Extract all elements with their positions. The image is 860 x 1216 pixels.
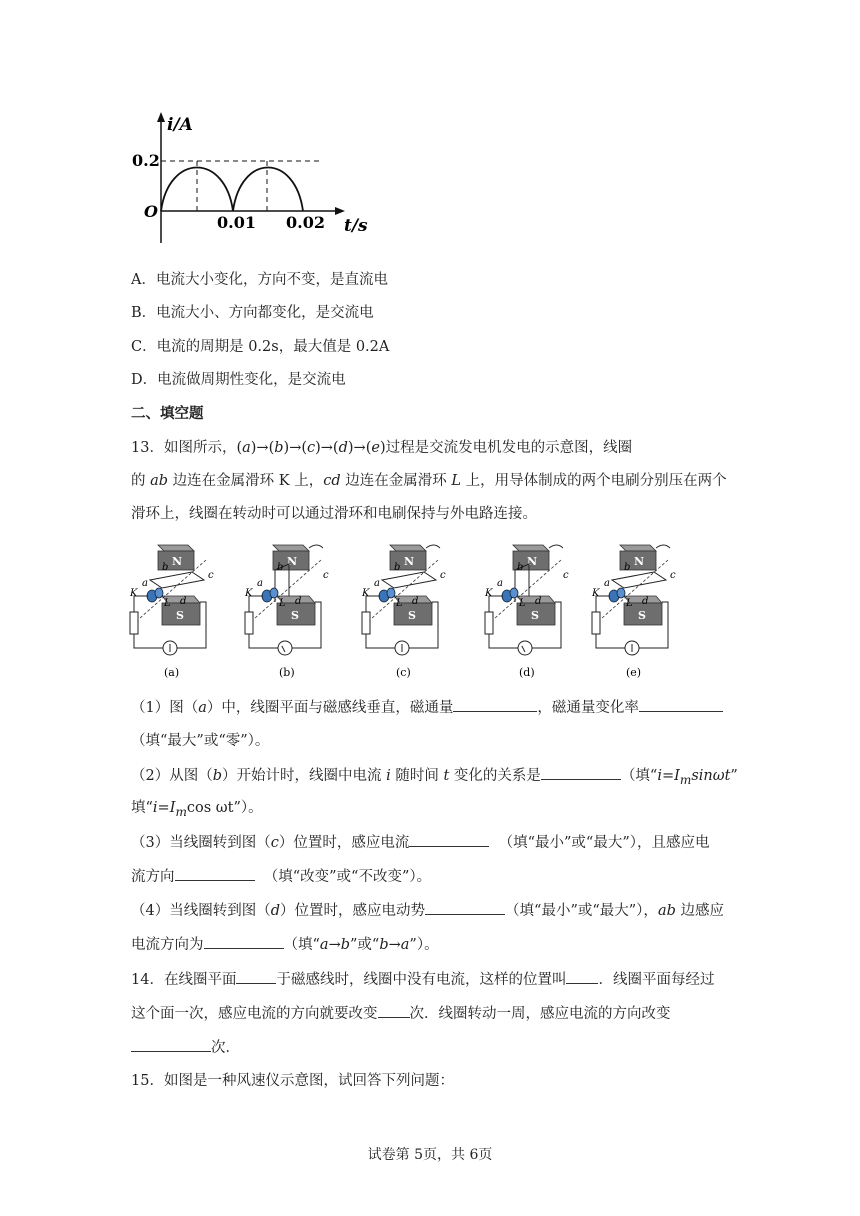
tick-label-0.01: 0.01: [217, 213, 256, 232]
coil-letter-d: d: [535, 596, 542, 607]
coil-letter-L: L: [279, 598, 286, 609]
generator-panel-a: [129, 545, 214, 679]
slip-ring-l: [270, 588, 278, 598]
coil-letter-b: b: [394, 562, 401, 573]
coil-letter-K: K: [362, 588, 370, 599]
rotation-arrow: [426, 545, 440, 548]
panel-caption: (b): [279, 666, 295, 679]
north-pole-label: N: [404, 555, 415, 568]
coil-letter-a: a: [374, 578, 380, 589]
coil-loop: [382, 572, 436, 588]
south-pole-label: S: [176, 609, 184, 622]
coil-letter-b: b: [277, 562, 284, 573]
q15-line: 15．如图是一种风速仪示意图，试回答下列问题：: [131, 1073, 454, 1089]
coil-letter-c: c: [208, 570, 214, 581]
option-b: B．电流大小、方向都变化，是交流电: [131, 305, 374, 321]
blank[interactable]: [378, 1003, 410, 1018]
q13-line1: 13．如图所示，(a)→(b)→(c)→(d)→(e)过程是交流发电机发电的示意图，线圈: [131, 440, 633, 456]
north-magnet-top: [513, 545, 549, 551]
q13-line3: 滑环上，线圈在转动时可以通过滑环和电刷保持与外电路连接。: [131, 506, 537, 522]
ammeter: [518, 641, 532, 655]
slip-ring-l: [387, 588, 395, 598]
coil-letter-a: a: [604, 578, 610, 589]
q14-line1: 14．在线圈平面 于磁感线时，线圈中没有电流，这样的位置叫 ．线圈平面每经过: [131, 969, 714, 990]
south-pole-label: S: [531, 609, 539, 622]
resistor: [130, 612, 138, 634]
coil-letter-d: d: [180, 596, 187, 607]
sub1-line1: （1）图（a）中，线圈平面与磁感线垂直，磁通量 ，磁通量变化率: [131, 697, 723, 718]
current-time-graph: [126, 108, 376, 253]
south-pole-label: S: [291, 609, 299, 622]
tick-label-0.02: 0.02: [286, 213, 325, 232]
blank[interactable]: [131, 1037, 211, 1052]
q14-line2: 这个面一次，感应电流的方向就要改变 次．线圈转动一周，感应电流的方向改变: [131, 1003, 671, 1024]
coil-letter-a: a: [497, 578, 503, 589]
slip-ring-l: [617, 588, 625, 598]
north-pole-label: N: [172, 555, 183, 568]
q14-line3: 次．: [131, 1037, 240, 1058]
sub4-line1: （4）当线圈转到图（d）位置时，感应电动势 （填“最小”或“最大”），ab 边感应: [131, 900, 724, 921]
panel-caption: (d): [519, 666, 535, 679]
ammeter: [278, 641, 292, 655]
blank[interactable]: [639, 697, 723, 712]
generator-panel-d: [484, 545, 569, 679]
north-magnet-top: [158, 545, 194, 551]
generator-panel-c: [361, 545, 446, 679]
sub4-line2: 电流方向为 （填“a→b”或“b→a”）。: [131, 934, 439, 955]
coil-letter-K: K: [245, 588, 253, 599]
coil-letter-d: d: [642, 596, 649, 607]
sub3-line2: 流方向 （填“改变”或“不改变”）。: [131, 866, 431, 887]
q13-line2: 的 ab 边连在金属滑环 K 上，cd 边连在金属滑环 L 上，用导体制成的两个电刷分别压在两个: [131, 473, 727, 489]
coil-letter-d: d: [295, 596, 302, 607]
sub2-line1: （2）从图（b）开始计时，线圈中电流 i 随时间 t 变化的关系是 （填“$i=I_m\sin\omega t$”: [131, 765, 738, 790]
origin-label: O: [144, 202, 158, 221]
coil-letter-c: c: [440, 570, 446, 581]
coil-letter-L: L: [164, 598, 171, 609]
rectified-current-curve: [161, 168, 303, 212]
coil-letter-b: b: [162, 562, 169, 573]
blank[interactable]: [236, 969, 276, 984]
resistor: [362, 612, 370, 634]
coil-letter-L: L: [396, 598, 403, 609]
blank[interactable]: [566, 969, 598, 984]
north-pole-label: N: [527, 555, 538, 568]
north-magnet-top: [390, 545, 426, 551]
blank[interactable]: [204, 934, 284, 949]
coil-letter-L: L: [626, 598, 633, 609]
blank[interactable]: [541, 765, 621, 780]
south-pole-label: S: [408, 609, 416, 622]
coil-letter-L: L: [519, 598, 526, 609]
generator-panel-e: [591, 545, 676, 679]
south-pole-label: S: [638, 609, 646, 622]
coil-letter-c: c: [323, 570, 329, 581]
coil-letter-b: b: [624, 562, 631, 573]
coil-letter-b: b: [517, 562, 524, 573]
north-pole-label: N: [287, 555, 298, 568]
north-magnet-top: [273, 545, 309, 551]
x-axis-arrow: [335, 207, 345, 215]
rotation-arrow: [309, 545, 323, 548]
option-c: C．电流的周期是 0.2s，最大值是 0.2A: [131, 339, 390, 355]
coil-letter-c: c: [670, 570, 676, 581]
resistor: [485, 612, 493, 634]
coil-letter-c: c: [563, 570, 569, 581]
blank[interactable]: [453, 697, 537, 712]
y-axis-label: i/A: [167, 115, 193, 135]
rotation-arrow: [549, 545, 563, 548]
slip-ring-l: [510, 588, 518, 598]
coil-letter-a: a: [142, 578, 148, 589]
sub1-line2: （填“最大”或“零”）。: [131, 733, 270, 749]
coil-loop: [612, 572, 666, 588]
blank[interactable]: [409, 832, 489, 847]
generator-panel-b: [244, 545, 329, 679]
page-footer: 试卷第 5页，共 6页: [367, 1147, 493, 1163]
rotation-arrow: [656, 545, 670, 548]
peak-value-label: 0.2: [132, 151, 160, 170]
coil-letter-K: K: [592, 588, 600, 599]
sub3-line1: （3）当线圈转到图（c）位置时，感应电流 （填“最小”或“最大”），且感应电: [131, 832, 709, 853]
blank[interactable]: [175, 866, 255, 881]
y-axis-arrow: [157, 112, 165, 122]
resistor: [592, 612, 600, 634]
coil-letter-K: K: [485, 588, 493, 599]
option-a: A．电流大小变化，方向不变，是直流电: [131, 272, 388, 288]
section-title: 二、填空题: [131, 405, 204, 422]
x-axis-label: t/s: [344, 216, 368, 236]
panel-caption: (a): [164, 666, 180, 679]
panel-caption: (e): [626, 666, 642, 679]
coil-letter-a: a: [257, 578, 263, 589]
north-magnet-top: [620, 545, 656, 551]
panel-caption: (c): [396, 666, 411, 679]
resistor: [245, 612, 253, 634]
generator-figure: [128, 540, 708, 682]
blank[interactable]: [425, 900, 505, 915]
north-pole-label: N: [634, 555, 645, 568]
coil-letter-K: K: [130, 588, 138, 599]
coil-loop: [150, 572, 204, 588]
coil-letter-d: d: [412, 596, 419, 607]
slip-ring-l: [155, 588, 163, 598]
option-d: D．电流做周期性变化，是交流电: [131, 372, 346, 388]
sub2-line2: 填“$i=I_m\cos$ ωt”）。: [131, 800, 263, 819]
